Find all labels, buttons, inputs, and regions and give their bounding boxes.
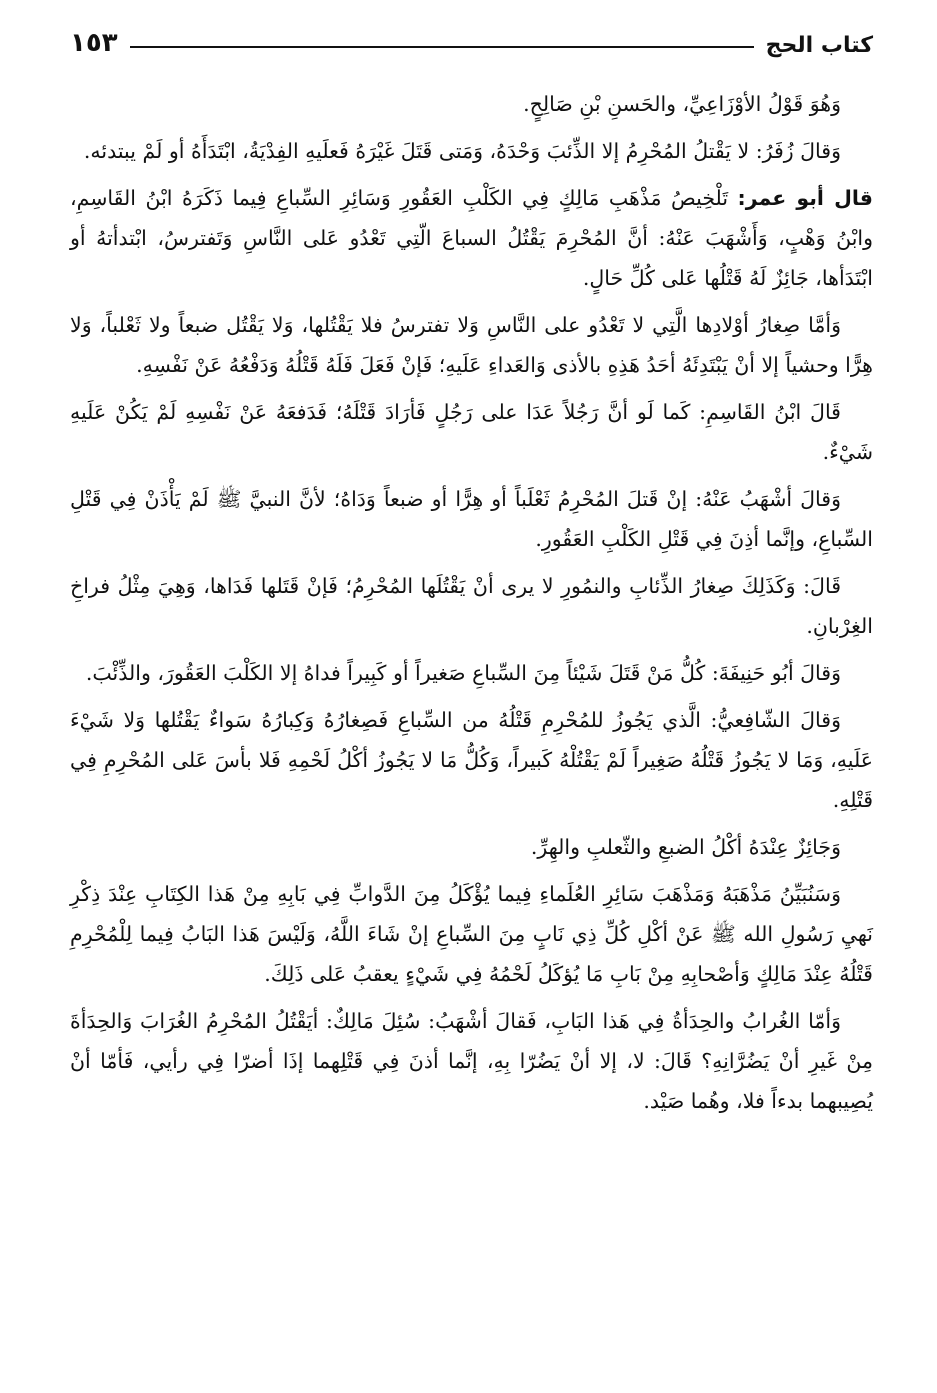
paragraph xyxy=(70,84,873,124)
paragraph xyxy=(70,827,873,867)
paragraph xyxy=(70,305,873,385)
book-title: كتاب الحج xyxy=(765,33,873,58)
page-body xyxy=(70,84,873,1128)
paragraph-text: وَقالَ زُفَرُ: لا يَقْتلُ المُحْرِمُ إلا الذِّئبَ وَحْدَهُ، وَمَتى قَتَلَ غَيْرَهُ فَعلَيهِ الفِدْيَةُ، ابْتَدَأَهُ أو لَمْ يبتدئه. xyxy=(83,139,841,163)
page-number: ١٥٣ xyxy=(70,28,118,58)
paragraph xyxy=(70,653,873,693)
paragraph-text: وَهُوَ قَوْلُ الأوْزَاعِيِّ، والحَسنِ بْنِ صَالِحٍ. xyxy=(523,92,841,116)
paragraph xyxy=(70,392,873,472)
paragraph-text: وَأمَّا صِغارُ أوْلادِها الَّتِي لا تَعْدُو على النَّاسِ وَلا تفترسُ فلا يَقْتُلها، وَلا يَقْتُل ضبعاً ولا ثَعْلباً، وَلا هِرًّا وحشياً إلا أنْ يَبْتَدِئَهُ أحَدُ هَذِهِ بالأذى وَالعَداءِ عَلَيهِ؛ فَإنْ فَعَلَ فَلَهُ قَتْلُهُ وَدَفْعُهُ عَنْ نَفْسِهِ. xyxy=(70,313,873,377)
paragraph xyxy=(70,874,873,994)
paragraph-text: وَسَنُبَيِّنُ مَذْهَبَهُ وَمَذْهَبَ سَائِرِ العُلَماءِ فِيما يُؤْكَلُ مِنَ الدَّوابِّ فِي بَابِهِ مِنْ هَذا الكِتَابِ عِنْدَ ذِكْرِ نَهيِ رَسُولِ الله ﷺ عَنْ أكْلِ كُلِّ ذِي نَابٍ مِنَ السِّباعِ إنْ شَاءَ اللَّهُ، وَلَيْسَ هَذا البَابُ فِيما لِلْمُحْرِمِ قَتْلُهُ عِنْدَ مَالِكٍ وَأصْحابِهِ مِنْ بَابِ مَا يُؤكَلُ لَحْمُهُ فِي شَيْءٍ يعقبُ عَلى ذَلِكَ. xyxy=(70,882,873,986)
page-header xyxy=(70,14,873,58)
paragraph-text: وَقالَ أشْهَبُ عَنْهُ: إنْ قَتلَ المُحْرِمُ ثَعْلَباً أو هِرًّا أو ضبعاً وَدَاهُ؛ لأنَّ النبيَّ ﷺ لَمْ يَأْذَنْ فِي قَتْلِ السِّباعِ، وإنَّما أذِنَ فِي قَتْلِ الكَلْبِ العَقُورِ. xyxy=(70,487,873,551)
paragraph xyxy=(70,178,873,298)
paragraph-text: قَالَ: وَكَذَلِكَ صِغارُ الذِّئابِ والنمُورِ لا يرى أنْ يَقْتُلَها المُحْرِمُ؛ فَإنْ قَتَلها فَدَاها، وَهِيَ مِثْلُ فراخِ الغِرْبانِ. xyxy=(70,574,873,638)
paragraph-text: وَجَائِزٌ عِنْدَهُ أكْلُ الضبعِ والثّعلبِ والهِرِّ. xyxy=(530,835,841,859)
paragraph xyxy=(70,1001,873,1121)
paragraph-text: قَالَ ابْنُ القَاسِمِ: كَما لَو أنَّ رَجُلاً عَدَا على رَجُلٍ فَأرَادَ قَتْلَهُ؛ فَدَفعَهُ عَنْ نَفْسِهِ لَمْ يَكُنْ عَلَيهِ شَيْءٌ. xyxy=(70,400,873,464)
paragraph xyxy=(70,131,873,171)
paragraph-text: وَقالَ أبُو حَنِيفَةَ: كُلُّ مَنْ قَتَلَ شَيْئاً مِنَ السِّباعِ صَغيراً أو كَبِيراً فداهُ إلا الكَلْبَ العَقُورَ، والذِّئْبَ. xyxy=(85,661,841,685)
paragraph-text: وَقالَ الشّافِعيُّ: الَّذي يَجُوزُ للمُحْرِمِ قَتْلُهُ من السِّباعِ فَصِغارُهُ وَكِبارُهُ سَواءٌ يَقْتُلها وَلا شَيْءَ عَلَيهِ، وَمَا لا يَجُوزُ قَتْلُهُ صَغِيراً لَمْ يَقْتُلْهُ كَبيراً، وَكُلُّ مَا لا يَجُوزُ أكْلُ لَحْمِهِ فَلا بأسَ عَلى المُحْرِمِ فِي قَتْلِهِ. xyxy=(70,708,873,812)
paragraph xyxy=(70,479,873,559)
speaker-label: قال أبو عمر: xyxy=(737,186,873,210)
paragraph-text: تَلْخِيصُ مَذْهَبِ مَالِكٍ فِي الكَلْبِ العَقُورِ وَسَائِرِ السِّباعِ فِيما ذَكَرَهُ ابْنُ القَاسِمِ، وابْنُ وَهْبٍ، وَأَشْهَبَ عَنْهُ: أنَّ المُحْرِمَ يَقْتُلُ السباعَ الّتِي تَعْدُو عَلى النَّاسِ وَتَفترسُ، ابْتدأتهُ أو ابْتَدَأها، جَائِزٌ لَهُ قَتْلُها عَلى كُلِّ حَالٍ. xyxy=(70,186,873,290)
paragraph xyxy=(70,700,873,820)
paragraph-text: وَأمّا الغُرابُ والحِدَأةُ فِي هَذا البَابِ، فَقالَ أشْهَبُ: سُئِلَ مَالِكٌ: أيَقْتُلُ المُحْرِمُ الغُرَابَ وَالحِدَأةَ مِنْ غَيرِ أنْ يَضُرَّانِهِ؟ قَالَ: لا، إلا أنْ يَضُرّا بِهِ، إنَّما أذنَ فِي قَتْلِهما إذَا أضرّا فِي رأيي، فَأمّا أنْ يُصِيبهما بدءاً فلا، وهُما صَيْد. xyxy=(70,1009,873,1113)
paragraph xyxy=(70,566,873,646)
header-rule xyxy=(130,46,754,48)
